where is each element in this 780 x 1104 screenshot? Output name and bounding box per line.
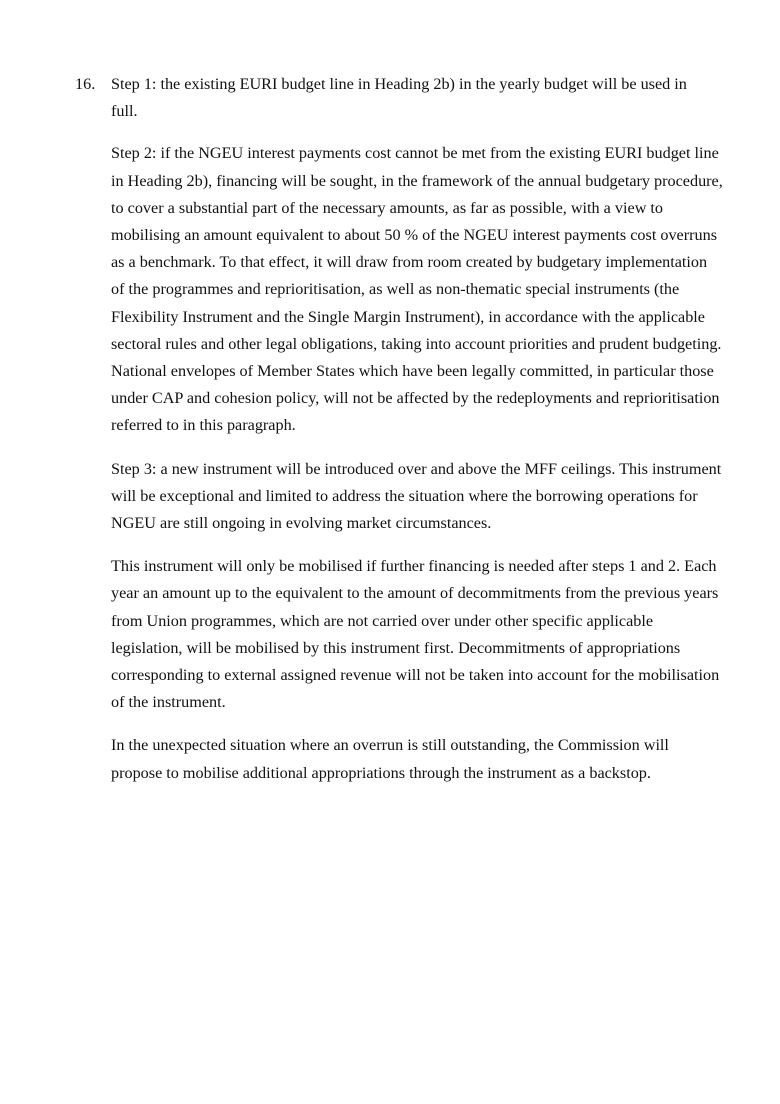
step-2-line: Step 2: if the NGEU interest payments cost cannot be met from the existing EURI budget line: [111, 144, 719, 163]
mobilisation-line: legislation, will be mobilised by this instrument first. Decommitments of appropriations: [111, 638, 681, 657]
step-2-line: to cover a substantial part of the necessary amounts, as far as possible, with a view to: [111, 198, 664, 217]
mobilisation-text: [111, 553, 720, 716]
mobilisation-line: from Union programmes, which are not carried over under other specific applicable: [111, 611, 654, 630]
backstop-text: [111, 732, 706, 786]
mobilisation-line: This instrument will only be mobilised if further financing is needed after steps 1 and 2. Each: [111, 557, 717, 576]
step-2-line: referred to in this paragraph.: [111, 416, 296, 435]
step-3-line: will be exceptional and limited to address the situation where the borrowing operations for: [111, 486, 698, 505]
paragraph-body: [111, 71, 723, 803]
step-2-line: as a benchmark. To that effect, it will draw from room created by budgetary implementation: [111, 253, 708, 272]
mobilisation-line: corresponding to external assigned revenue will not be taken into account for the mobilisation: [111, 666, 720, 685]
step-2-text: [111, 140, 723, 439]
backstop-line: propose to mobilise additional appropriations through the instrument as a backstop.: [111, 763, 651, 782]
step-2-line: sectoral rules and other legal obligations, taking into account priorities and prudent budgeting.: [111, 334, 722, 353]
step-3-text: [111, 456, 722, 538]
paragraph-number: 16.: [75, 75, 96, 93]
step-2-line: of the programmes and reprioritisation, as well as non-thematic special instruments (the: [111, 280, 680, 299]
mobilisation-line: of the instrument.: [111, 693, 226, 712]
mobilisation-line: year an amount up to the equivalent to the amount of decommitments from the previous years: [111, 584, 719, 603]
step-1-text: Step 1: the existing EURI budget line in Heading 2b) in the yearly budget will be used in full.: [111, 75, 687, 121]
step-2-line: in Heading 2b), financing will be sought, in the framework of the annual budgetary procedure,: [111, 171, 723, 190]
step-3-line: NGEU are still ongoing in evolving market circumstances.: [111, 514, 492, 533]
step-3-line: Step 3: a new instrument will be introduced over and above the MFF ceilings. This instrument: [111, 459, 722, 478]
backstop-line: In the unexpected situation where an overrun is still outstanding, the Commission will: [111, 736, 669, 755]
step-2-line: National envelopes of Member States which have been legally committed, in particular those: [111, 362, 714, 381]
step-2-line: under CAP and cohesion policy, will not be affected by the redeployments and reprioritisation: [111, 389, 720, 408]
step-2-line: Flexibility Instrument and the Single Margin Instrument), in accordance with the applicable: [111, 307, 705, 326]
step-2-line: mobilising an amount equivalent to about 50 % of the NGEU interest payments cost overruns: [111, 226, 718, 245]
